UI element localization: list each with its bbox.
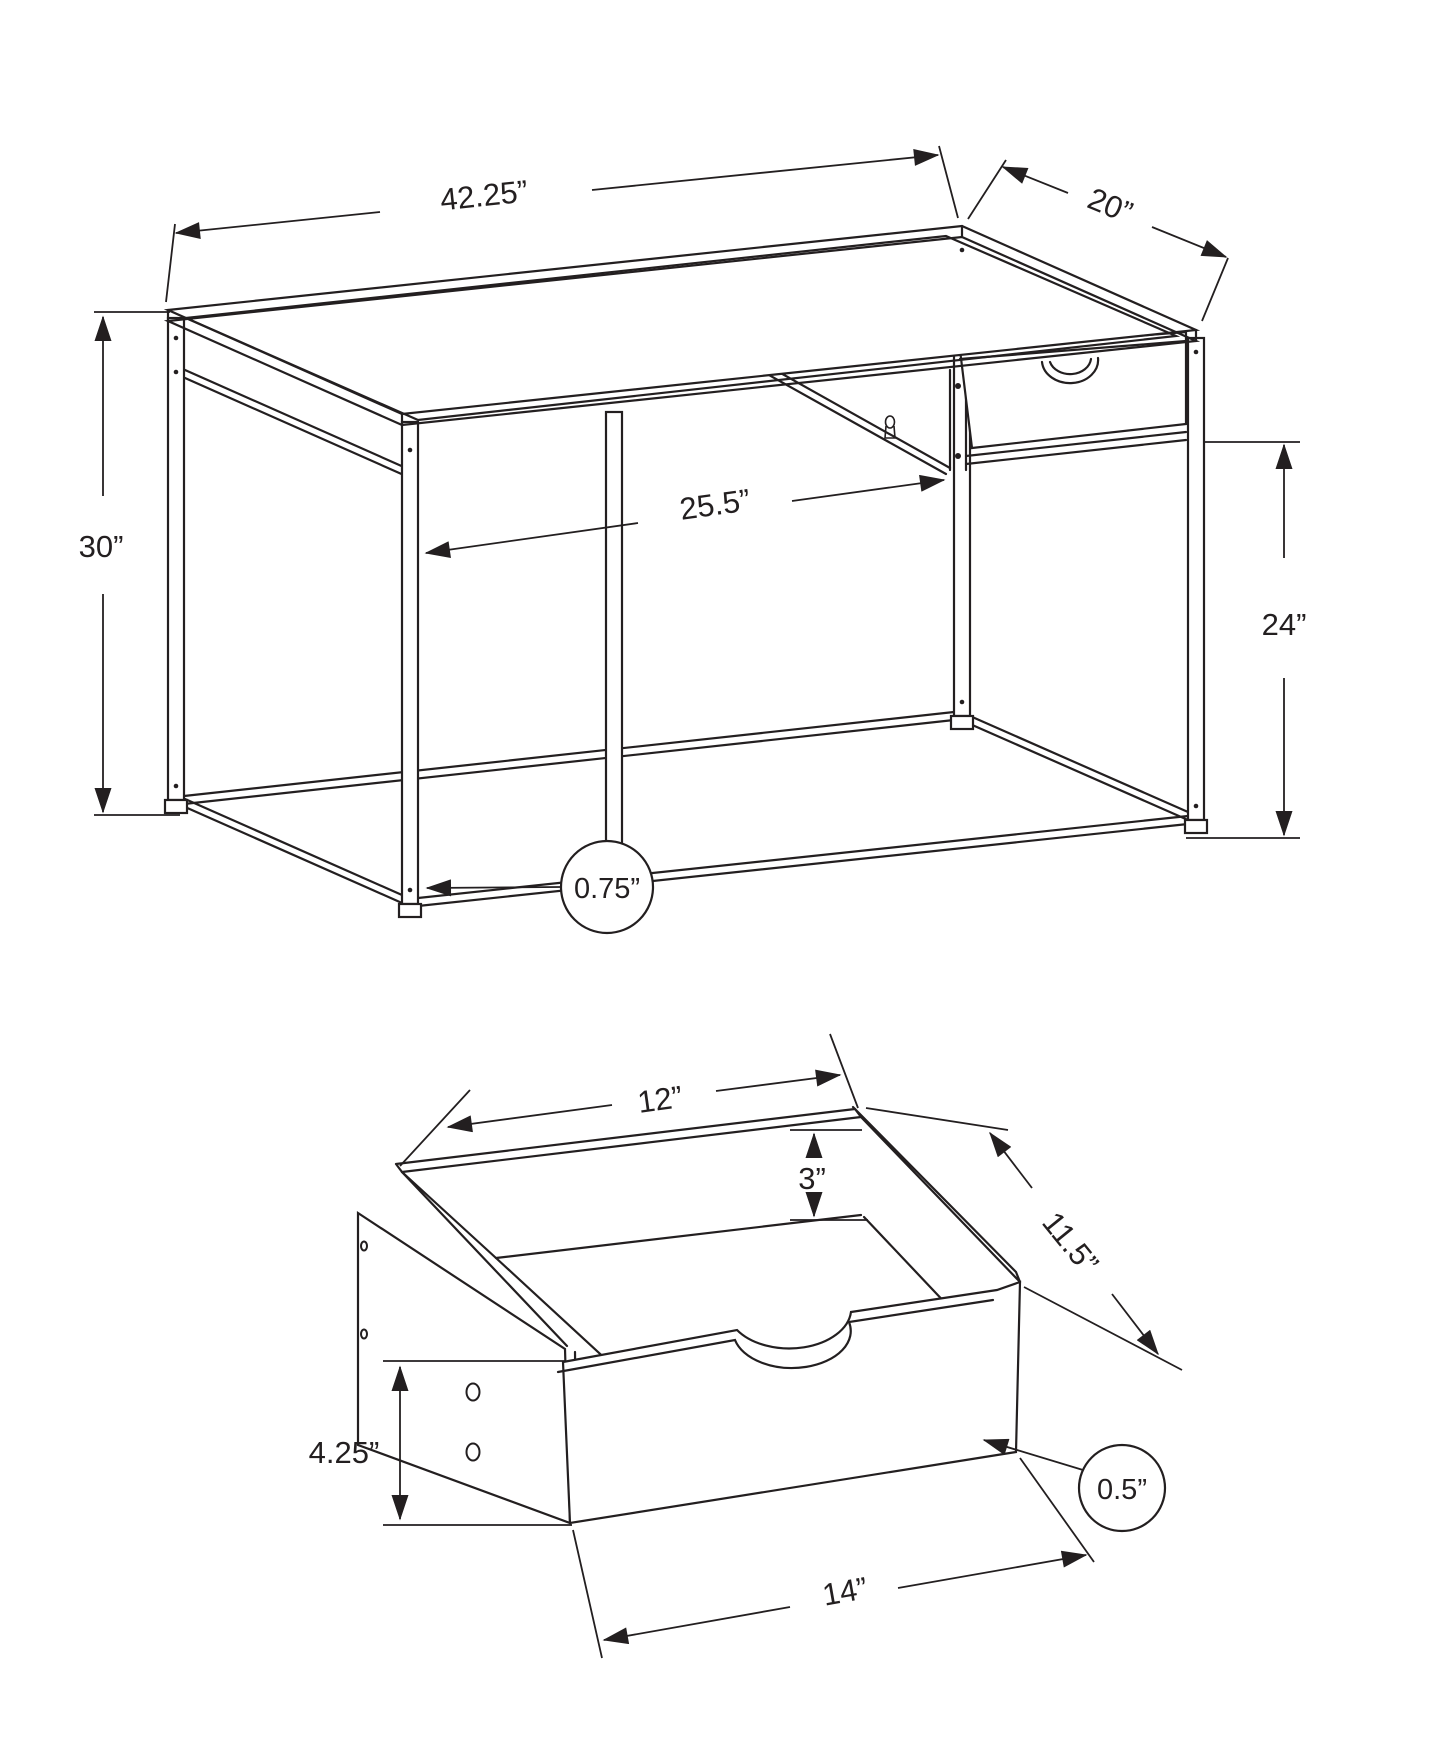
drawer-front-wall	[558, 1282, 1020, 1523]
drawer-diagram	[309, 1034, 1182, 1658]
dim-drawer-inner-width	[400, 1034, 858, 1166]
drawer-left-panel	[358, 1172, 577, 1523]
desk-front-stretcher	[418, 816, 1188, 906]
dim-label-panel-thickness: 0.5”	[1097, 1474, 1147, 1506]
bracket-screw	[955, 453, 961, 459]
desk-leg-middle	[603, 412, 625, 889]
edge-screw	[361, 1330, 367, 1339]
dim-label-frame-thickness: 0.75”	[573, 873, 641, 905]
screw-hole	[467, 1444, 480, 1461]
dim-label-drawer-inner-width: 12”	[635, 1079, 685, 1120]
dim-label-drawer-outer-width: 14”	[819, 1570, 871, 1613]
dim-label-desk-clearance-width: 25.5”	[677, 482, 753, 527]
callout-frame-thickness	[427, 841, 653, 933]
dim-label-desk-depth: 20”	[1082, 180, 1138, 231]
desk-rear-stretcher	[184, 712, 954, 804]
dim-label-drawer-inner-depth: 11.5”	[1035, 1205, 1106, 1281]
desk-leg-back-left	[165, 318, 187, 813]
desk-left-stretcher	[176, 795, 402, 903]
dim-drawer-back-height	[790, 1130, 868, 1220]
desk-diagram	[79, 146, 1307, 933]
dim-label-desk-width: 42.25”	[438, 173, 530, 218]
dim-desk-clearance-width	[426, 480, 944, 553]
dim-label-desk-height: 30”	[78, 529, 124, 564]
drawer-right-wall	[853, 1107, 1020, 1282]
screw-hole	[467, 1384, 480, 1401]
edge-screw	[361, 1242, 367, 1251]
dim-label-drawer-back-height: 3”	[798, 1161, 826, 1196]
bracket-screw	[955, 383, 961, 389]
drawer-back-wall	[396, 1109, 861, 1258]
desk-leg-front-right	[1185, 338, 1207, 833]
dim-desk-height	[79, 312, 180, 815]
dim-label-drawer-front-height: 4.25”	[308, 1435, 380, 1470]
desk-right-stretcher	[970, 716, 1188, 820]
desk-leg-front-left	[399, 422, 421, 917]
dim-label-desk-clearance-height: 24”	[1261, 607, 1307, 642]
